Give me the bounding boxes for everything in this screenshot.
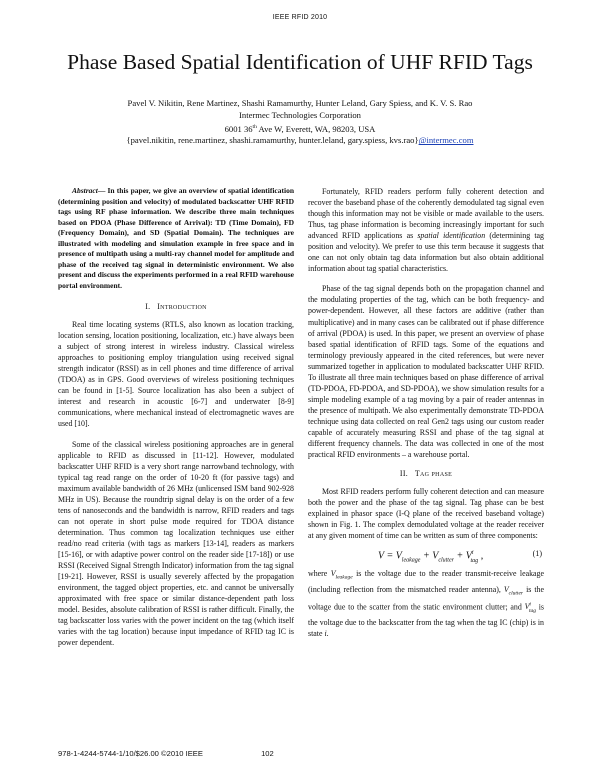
intro-paragraph-4: Phase of the tag signal depends both on the propagation channel and the modulating properties of the tag, which can be both frequency- and power-dependent. However, all these factors are additive (rather than multiplicative) and in many cases can be calibrated out if phase difference of arrival (PDOA) is used. In this paper, we present an overview of phase based spatial identification of RFID tags. Some of the equations and terminology previously appeared in the cited references, but were never summarized together in application to modulated backscatter UHF RFID. To illustrate all three main techniques based on phase difference of arrival (TD-PDOA, FD-PDOA, and SD-PDOA), we show simulation results for a simple modeling example of a tag moving by a pair of reader antennas in the presence of multipath. We also experimentally demonstrate TD-PDOA technique using data collected on real Gen2 tags using our custom reader capable of accurately measuring RSSI and phase of the tag signal at different frequency channels. The data was collected in one of the most practical RFID environments – a warehouse portal.: [308, 284, 544, 460]
abstract-label: Abstract: [72, 186, 98, 195]
address-number: 6001 36: [224, 123, 253, 134]
author-names: Pavel V. Nikitin, Rene Martinez, Shashi Ramamurthy, Hunter Leland, Gary Spiess, and K. V. S. Rao: [127, 98, 473, 108]
page-number: 102: [261, 749, 274, 758]
section-heading-tag-phase: II. Tag phase: [399, 469, 453, 479]
tag-phase-paragraph-2: where $V_{leakage}$ is the voltage due to the reader transmit-receive leakage (including reflection from the mismatched reader antenna), $V_{clutter}$ is the voltage due to the scatter from the static environment clutter; and $V^i_{tag}$ is the voltage due to the backscatter from the tag when the tag IC (chip) is in state i.: [308, 569, 544, 638]
emphasis-spatial-identification: spatial identification: [417, 231, 486, 241]
right-column: [308, 186, 544, 639]
author-block: [30, 98, 570, 147]
address-rest: Ave W, Everett, WA, 98203, USA: [256, 123, 376, 134]
email-domain-link[interactable]: @intermec.com: [418, 135, 474, 146]
left-column: [58, 186, 294, 648]
abstract-text: In this paper, we give an overview of spatial identification (determining position and velocity) of modulated backscatter UHF RFID tags using RF phase information. We describe three main techniques based on PDOA (Phase Difference of Arrival): TD (Time Domain), FD (Frequency Domain), and SD (Spatial Domain). The techniques are illustrated with modeling and simulation example in free space and in presence of multipath using a multi-ray channel model for amplitude and phase of the received tag signal in deterministic environment. We also present and discuss the experiments performed in a real RFID warehouse portal environment.: [58, 186, 295, 290]
page-footer: [58, 749, 274, 758]
running-header: IEEE RFID 2010: [272, 14, 328, 21]
address-ordinal: th: [252, 123, 257, 130]
intro-paragraph-2: Some of the classical wireless positioning approaches are in general applicable to RFID as discussed in [11-12]. However, modulated backscatter UHF RFID is a very short range narrowband technology, with typical tag read range on the order of 10-20 ft (for passive tags) and maximum available bandwidth of 26 MHz (unlicensed ISM band 902-928 MHz in US). Because the roundtrip signal delay is on the order of a few tens of nanoseconds and the bandwidth is narrow, RFID readers and tags can not operate in short pulse mode required for TDOA distance determination. Thus common tag localization techniques use either read/no read criteria (with tags as markers [13-14], readers as markers [15-16], or with adaptive power control on the reader side [17-18]) or use RSSI (Received Signal Strength Indicator) information from the tag signal [19-21]. However, RSSI is usually severely affected by the propagation environment, the tagged object properties, etc. and cannot be universally approximated with free space or similar distance-dependent path loss model. Besides, absolute calibration of RSSI is rather difficult. Finally, the tag backscatter loss varies with the power incident on the tag (which itself varies with the tag location) because input impedance of RFID tag IC is power dependent.: [58, 439, 294, 648]
abstract: [58, 186, 294, 291]
equation-number: (1): [532, 549, 542, 559]
footer-isbn: 978-1-4244-5744-1/10/$26.00 ©2010 IEEE: [58, 749, 203, 758]
intro-paragraph-3: Fortunately, RFID readers perform fully coherent detection and recover the baseband phase of the coherently demodulated tag signal even though this information may not be visible or made available to the users. Thus, tag phase information is becoming increasingly important for such advanced RFID applications as spatial identification (determining tag position and velocity). We prefer to use this term because it suggests that one can not only obtain tag data information but also obtain additional information about tag spatial characteristics.: [308, 187, 544, 274]
paper-title: Phase Based Spatial Identification of UHF RFID Tags: [67, 50, 533, 74]
affiliation: Intermec Technologies Corporation: [239, 109, 361, 120]
address: [30, 122, 570, 136]
intro-paragraph-1: Real time locating systems (RTLS, also known as location tracking, location sensing, location positioning, localization, etc.) have always been a subject of strong interest in wireless industry. Classical wireless approaches to positioning employ triangulation using received signal strength indicator (RSSI) as in cell phones and time difference of arrival (TDOA) as in GPS. Good overviews of wireless positioning techniques can be found in [1-5]. Source localization has also been a subject of interest and research in acoustic [6-7] and underwater [8-9] communications, where mechanical instead of electromagnetic waves are used [10].: [58, 320, 294, 429]
section-heading-introduction: I. Introduction: [145, 302, 207, 311]
emails: [30, 135, 570, 147]
equation-1: [308, 544, 544, 566]
equation-body: $V = V_{leakage} + V_{clutter} + V^i_{tag}$ ,: [378, 550, 484, 564]
email-users: {pavel.nikitin, rene.martinez, shashi.ramamurthy, hunter.leland, gary.spiess, kvs.rao}: [126, 135, 419, 146]
tag-phase-paragraph-1: Most RFID readers perform fully coherent detection and can measure both the power and the phase of the tag signal. Tag phase can be best explained in phasor space (I-Q plane of the received baseband voltage) shown in Fig. 1. The complex demodulated voltage at the reader receiver at any given moment of time can be written as sum of three components:: [308, 487, 544, 541]
abstract-dash: —: [97, 186, 108, 195]
